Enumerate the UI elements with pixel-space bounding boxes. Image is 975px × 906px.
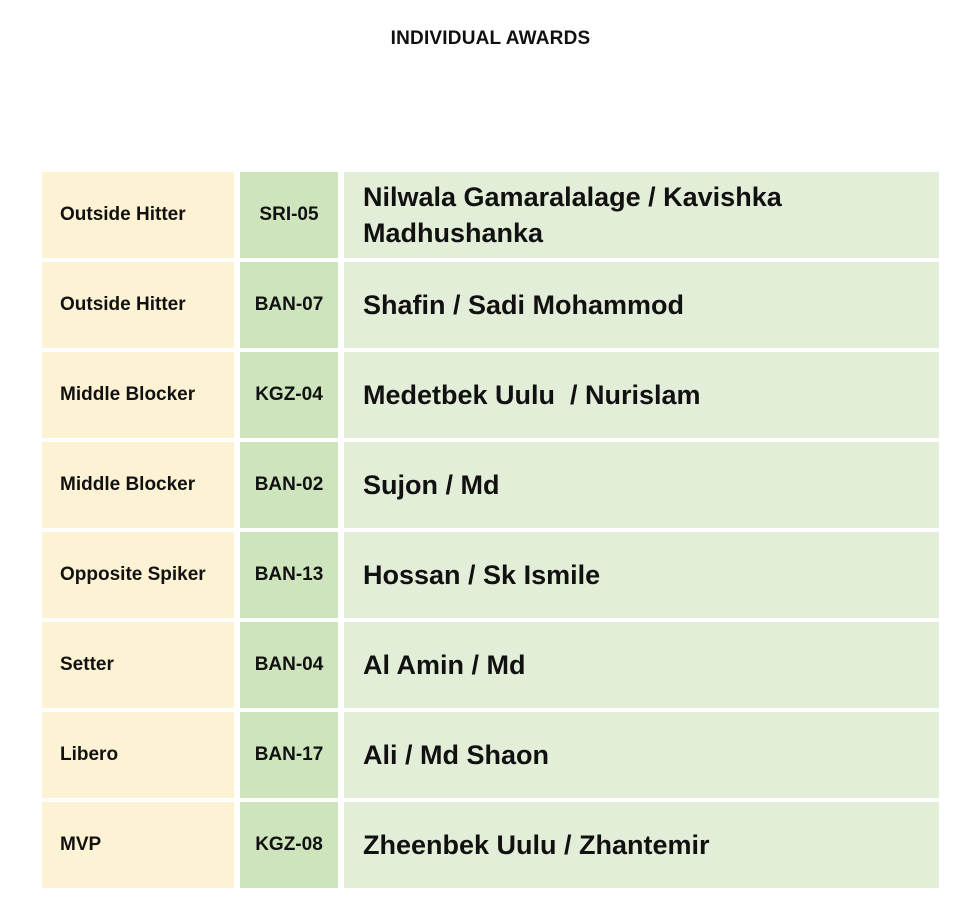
player-code: BAN-13	[240, 532, 338, 618]
award-row	[42, 532, 939, 618]
player-name: Shafin / Sadi Mohammod	[344, 262, 939, 348]
player-code: BAN-02	[240, 442, 338, 528]
award-row	[42, 802, 939, 888]
player-name: Nilwala Gamaralalage / Kavishka Madhushanka	[344, 172, 939, 258]
player-code: SRI-05	[240, 172, 338, 258]
award-category: Outside Hitter	[42, 172, 234, 258]
award-row	[42, 442, 939, 528]
player-code: BAN-17	[240, 712, 338, 798]
award-category: Setter	[42, 622, 234, 708]
award-category: Opposite Spiker	[42, 532, 234, 618]
award-category: Outside Hitter	[42, 262, 234, 348]
award-category: Libero	[42, 712, 234, 798]
player-code: BAN-04	[240, 622, 338, 708]
player-name: Zheenbek Uulu / Zhantemir	[344, 802, 939, 888]
player-code: KGZ-04	[240, 352, 338, 438]
awards-table	[42, 172, 939, 892]
page-title: INDIVIDUAL AWARDS	[390, 28, 591, 49]
award-row	[42, 172, 939, 258]
award-row	[42, 262, 939, 348]
award-category: Middle Blocker	[42, 352, 234, 438]
player-code: BAN-07	[240, 262, 338, 348]
player-name: Al Amin / Md	[344, 622, 939, 708]
award-category: MVP	[42, 802, 234, 888]
award-category: Middle Blocker	[42, 442, 234, 528]
player-name: Sujon / Md	[344, 442, 939, 528]
player-code: KGZ-08	[240, 802, 338, 888]
player-name: Ali / Md Shaon	[344, 712, 939, 798]
award-row	[42, 712, 939, 798]
player-name: Hossan / Sk Ismile	[344, 532, 939, 618]
player-name: Medetbek Uulu / Nurislam	[344, 352, 939, 438]
award-row	[42, 622, 939, 708]
award-row	[42, 352, 939, 438]
